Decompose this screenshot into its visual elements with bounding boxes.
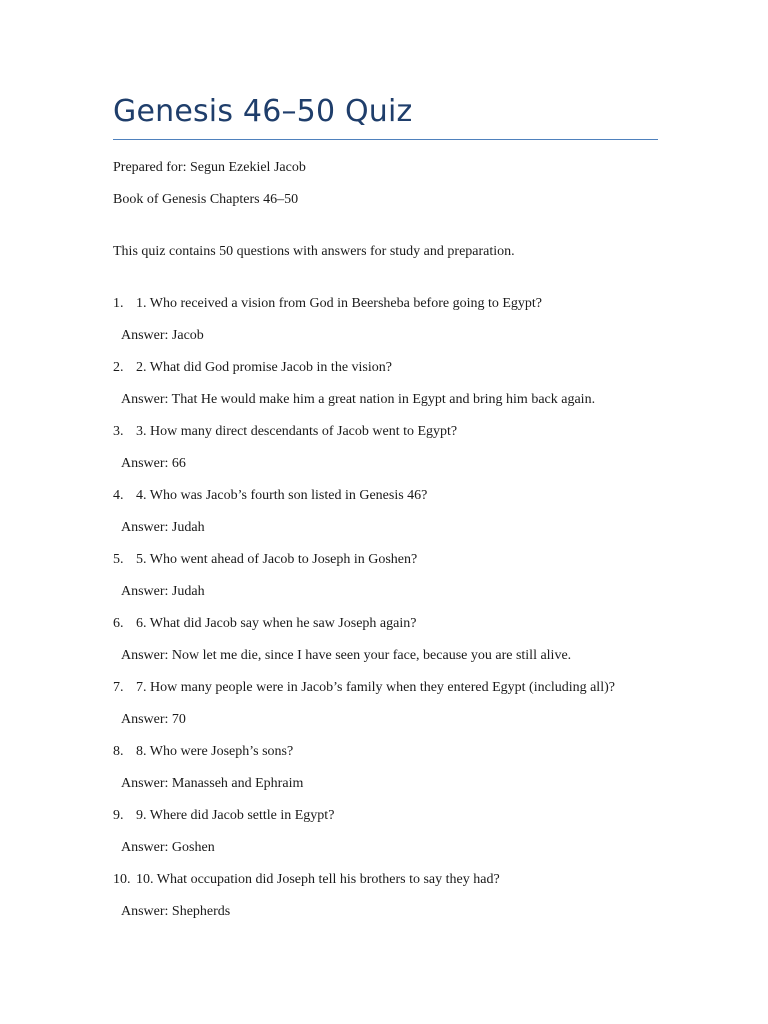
question-body: 8. Who were Joseph’s sons? [136,744,294,759]
answer-text: Answer: That He would make him a great nation in Egypt and bring him back again. [121,392,596,407]
question-text [113,423,457,441]
question-text [113,871,500,889]
question-item [113,359,658,423]
question-body: 3. How many direct descendants of Jacob went to Egypt? [136,424,458,439]
question-item [113,871,658,935]
question-number: 9. [113,808,124,823]
question-body: 9. Where did Jacob settle in Egypt? [136,808,335,823]
question-item [113,807,658,871]
answer-text: Answer: Judah [121,520,205,535]
page-title: Genesis 46–50 Quiz [113,94,413,129]
question-text [113,295,542,313]
answer-text: Answer: Judah [121,584,205,599]
question-number: 1. [113,296,124,311]
answer-text: Answer: Jacob [121,328,204,343]
question-body: 4. Who was Jacob’s fourth son listed in Genesis 46? [136,488,428,503]
question-item [113,679,658,743]
question-body: 6. What did Jacob say when he saw Joseph again? [136,616,417,631]
answer-text: Answer: Manasseh and Ephraim [121,776,304,791]
question-number: 3. [113,424,124,439]
question-body: 7. How many people were in Jacob’s family when they entered Egypt (including all)? [136,680,615,695]
prepared-for-text: Prepared for: Segun Ezekiel Jacob [113,160,306,175]
answer-text: Answer: 70 [121,712,186,727]
question-item [113,295,658,359]
question-item [113,743,658,807]
question-text [113,487,427,505]
question-text [113,615,416,633]
question-text [113,807,334,825]
answer-text: Answer: Goshen [121,840,215,855]
answer-text: Answer: 66 [121,456,186,471]
question-body: 1. Who received a vision from God in Beersheba before going to Egypt? [136,296,543,311]
question-number: 6. [113,616,124,631]
question-text [113,551,417,569]
question-text [113,679,615,697]
question-item [113,551,658,615]
question-number: 10. [113,872,131,887]
question-text [113,359,392,377]
question-item [113,615,658,679]
question-number: 5. [113,552,124,567]
question-body: 2. What did God promise Jacob in the vision? [136,360,392,375]
question-number: 8. [113,744,124,759]
question-list [113,295,658,935]
question-number: 4. [113,488,124,503]
question-number: 7. [113,680,124,695]
question-body: 10. What occupation did Joseph tell his brothers to say they had? [136,872,500,887]
answer-text: Answer: Shepherds [121,904,231,919]
book-chapters-text: Book of Genesis Chapters 46–50 [113,192,299,207]
question-item [113,423,658,487]
answer-text: Answer: Now let me die, since I have seen your face, because you are still alive. [121,648,572,663]
question-text [113,743,293,761]
question-item [113,487,658,551]
question-body: 5. Who went ahead of Jacob to Joseph in Goshen? [136,552,418,567]
title-divider [113,139,658,140]
question-number: 2. [113,360,124,375]
intro-text: This quiz contains 50 questions with answers for study and preparation. [113,244,515,259]
